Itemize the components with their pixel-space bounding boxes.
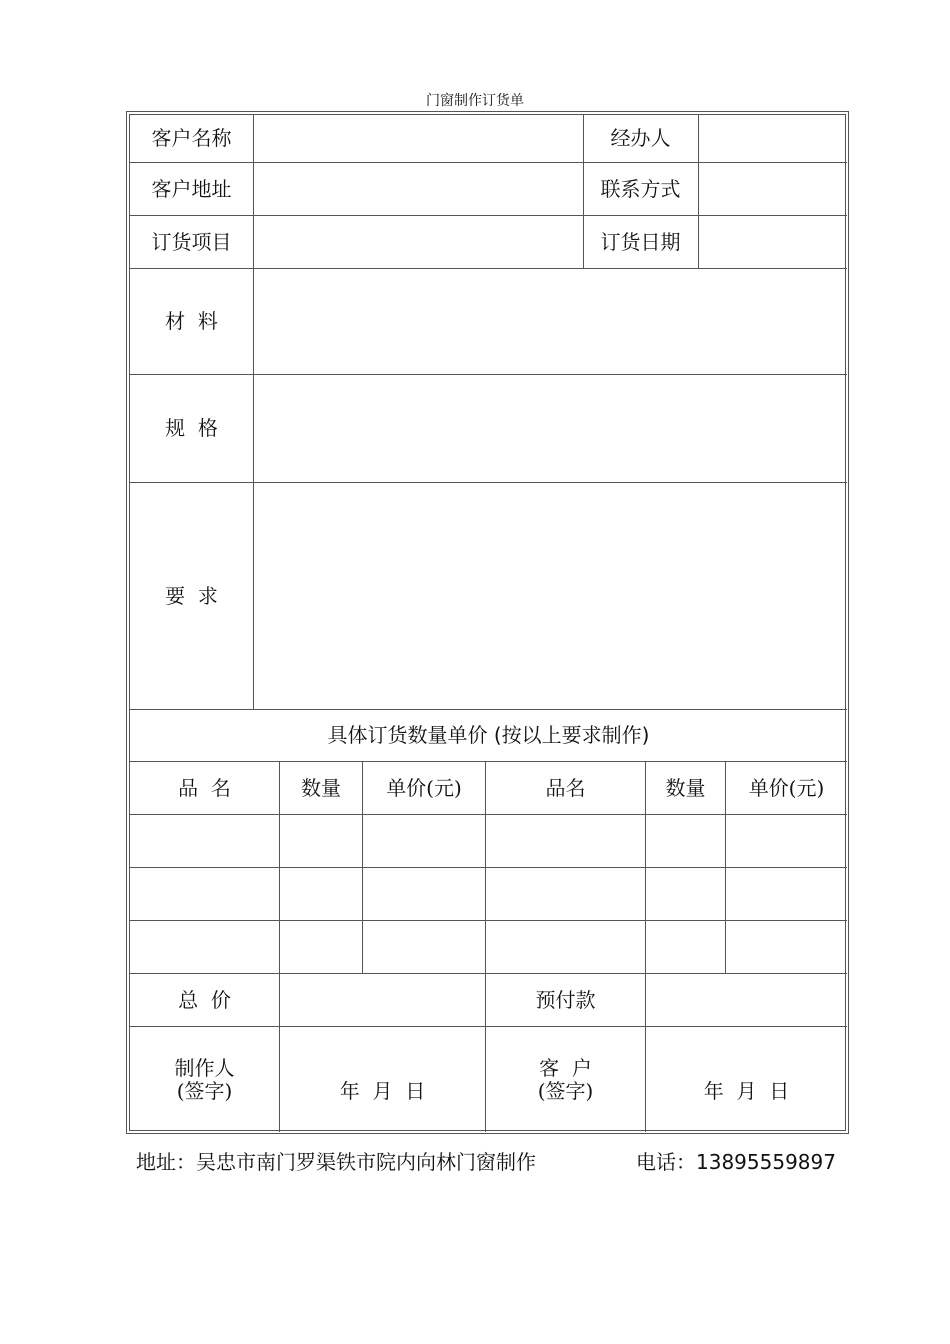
col-header-unit-price: 单价(元) <box>386 775 462 800</box>
col-header-unit-price-2: 单价(元) <box>748 775 825 800</box>
maker-signature-date[interactable]: 年 月 日 <box>339 1079 426 1103</box>
size-label: 规 格 <box>165 416 218 440</box>
table-row[interactable] <box>130 815 847 867</box>
handler-label: 经办人 <box>610 126 671 150</box>
customer-label-line2: (签字) <box>537 1078 594 1103</box>
customer-address-field[interactable] <box>254 163 583 215</box>
contact-field[interactable] <box>699 163 847 215</box>
prepaid-label: 预付款 <box>535 987 596 1012</box>
total-price-label: 总 价 <box>178 987 231 1012</box>
maker-signature-label <box>130 1027 279 1132</box>
col-header-quantity: 数量 <box>301 775 341 800</box>
customer-name-field[interactable] <box>254 115 583 162</box>
material-field[interactable] <box>254 269 847 374</box>
handler-field[interactable] <box>699 115 847 162</box>
order-item-label: 订货项目 <box>151 229 232 254</box>
order-item-field[interactable] <box>254 216 583 268</box>
material-label: 材 料 <box>165 309 218 333</box>
table-row[interactable] <box>130 868 847 920</box>
order-date-label: 订货日期 <box>600 229 681 254</box>
customer-address-label: 客户地址 <box>151 176 232 201</box>
total-price-field[interactable] <box>280 974 485 1026</box>
col-header-item-name-2: 品名 <box>545 775 586 800</box>
customer-signature-date[interactable]: 年 月 日 <box>703 1079 790 1103</box>
table-row[interactable] <box>130 921 847 973</box>
order-form-grid <box>129 114 846 1131</box>
requirement-label: 要 求 <box>165 583 218 608</box>
col-header-item-name: 品 名 <box>178 775 231 800</box>
order-date-field[interactable] <box>699 216 847 268</box>
footer-address: 地址：吴忠市南门罗渠铁市院内向林门窗制作 <box>136 1150 536 1174</box>
order-section-heading: 具体订货数量单价 (按以上要求制作) <box>327 723 650 747</box>
order-form <box>126 111 849 1134</box>
customer-name-label: 客户名称 <box>151 126 232 150</box>
prepaid-field[interactable] <box>646 974 847 1026</box>
footer-phone: 电话：13895559897 <box>636 1150 836 1174</box>
document-title: 门窗制作订货单 <box>426 93 524 109</box>
col-header-quantity-2: 数量 <box>665 775 706 800</box>
customer-label-line1: 客 户 <box>539 1055 592 1080</box>
contact-label: 联系方式 <box>600 176 681 201</box>
requirement-field[interactable] <box>254 483 847 709</box>
size-field[interactable] <box>254 375 847 482</box>
maker-label-line2: (签字) <box>176 1078 233 1103</box>
customer-signature-label <box>486 1027 645 1132</box>
maker-label-line1: 制作人 <box>174 1055 235 1080</box>
